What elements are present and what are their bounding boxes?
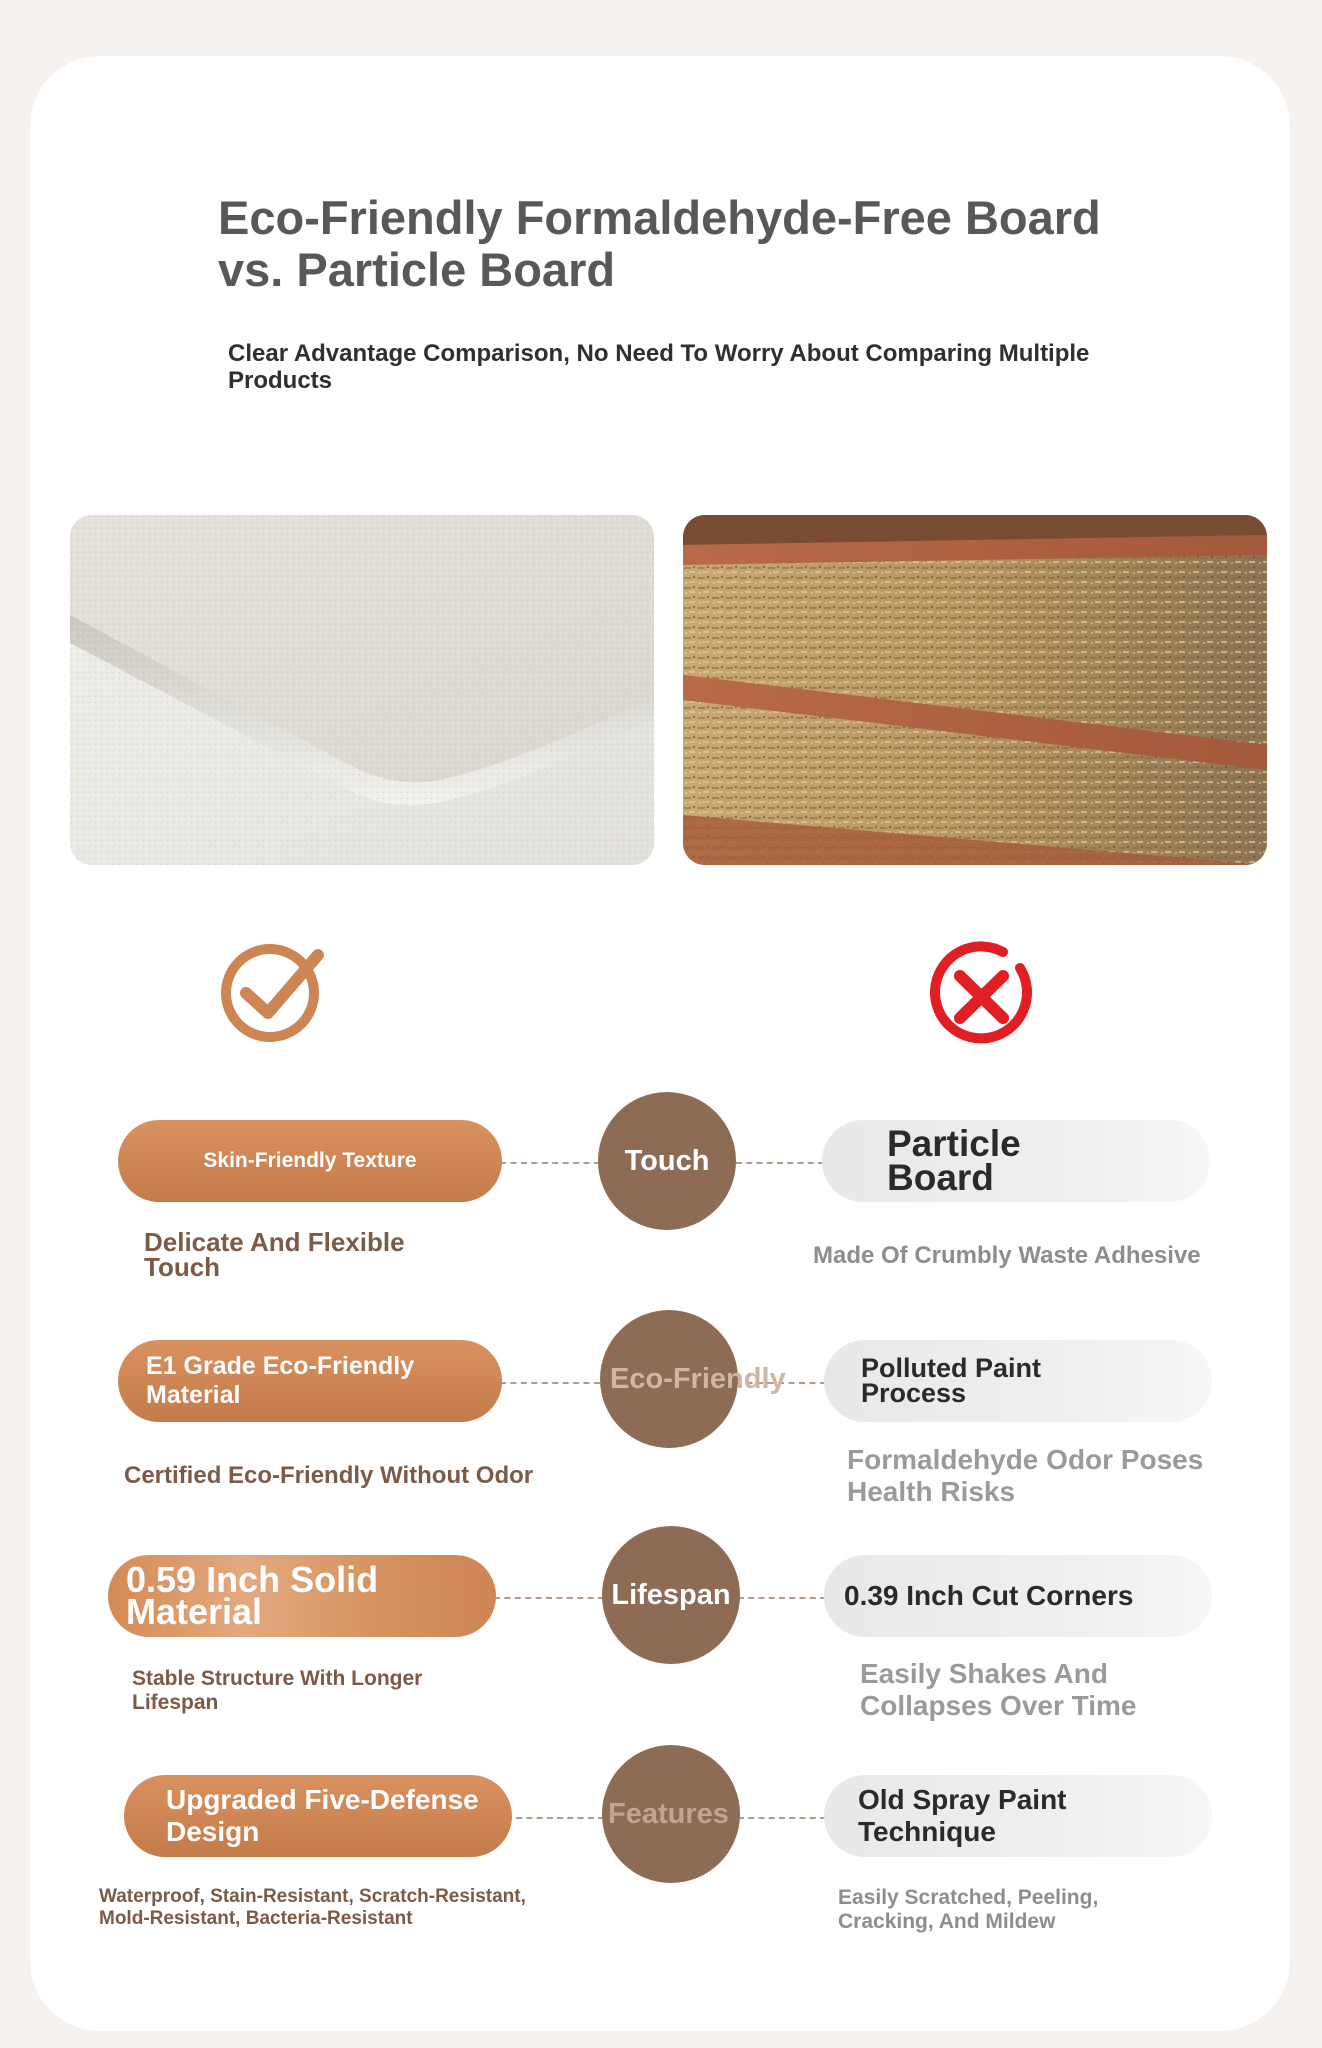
cross-icon	[925, 938, 1035, 1048]
good-feature-pill	[108, 1555, 496, 1637]
connector-line	[494, 1597, 604, 1599]
bad-feature-label: Polluted Paint Process	[861, 1353, 1042, 1408]
good-feature-label: Skin-Friendly Texture	[203, 1149, 417, 1172]
good-feature-label: 0.59 Inch Solid Material	[126, 1559, 379, 1632]
category-circle-touch	[598, 1092, 736, 1230]
good-feature-description: Stable Structure With Longer Lifespan	[132, 1667, 423, 1714]
good-feature-pill	[118, 1340, 502, 1422]
connector-line	[500, 1382, 600, 1384]
good-feature-description: Certified Eco-Friendly Without Odor	[124, 1462, 534, 1489]
connector-line	[500, 1162, 600, 1164]
good-feature-label: E1 Grade Eco-Friendly Material	[146, 1352, 415, 1409]
category-circle-features	[602, 1745, 740, 1883]
bad-feature-pill	[822, 1120, 1210, 1202]
connector-line	[736, 1162, 824, 1164]
connector-line	[738, 1597, 826, 1599]
good-feature-description: Delicate And Flexible Touch	[144, 1227, 405, 1282]
category-label: Eco-Friendly	[610, 1362, 786, 1395]
bad-feature-description: Easily Scratched, Peeling, Cracking, And Mildew	[838, 1886, 1099, 1933]
bad-feature-label: 0.39 Inch Cut Corners	[844, 1580, 1134, 1611]
eco-board-photo	[70, 515, 654, 865]
connector-line	[738, 1817, 826, 1819]
page-subtitle: Clear Advantage Comparison, No Need To Worry About Comparing Multiple Products	[228, 340, 1090, 394]
category-label: Touch	[624, 1144, 710, 1177]
bad-feature-pill	[824, 1340, 1212, 1422]
check-icon	[218, 935, 328, 1045]
category-circle-eco-friendly	[600, 1310, 786, 1448]
good-feature-pill	[124, 1775, 512, 1857]
connector-line	[506, 1817, 604, 1819]
bad-feature-label: Particle Board	[887, 1123, 1021, 1198]
bad-feature-label: Old Spray Paint Technique	[858, 1784, 1067, 1847]
good-feature-description: Waterproof, Stain-Resistant, Scratch-Resistant, Mold-Resistant, Bacteria-Resistant	[99, 1886, 526, 1929]
bad-feature-pill	[824, 1775, 1212, 1857]
page-title: Eco-Friendly Formaldehyde-Free Board vs. Particle Board	[218, 191, 1101, 296]
good-feature-label: Upgraded Five-Defense Design	[166, 1784, 479, 1847]
category-label: Features	[608, 1797, 729, 1830]
bad-feature-pill	[824, 1555, 1212, 1637]
particle-board-photo	[683, 515, 1267, 865]
bad-feature-description: Formaldehyde Odor Poses Health Risks	[847, 1444, 1204, 1507]
good-feature-pill	[118, 1120, 502, 1202]
bad-feature-description: Easily Shakes And Collapses Over Time	[860, 1658, 1137, 1721]
category-label: Lifespan	[611, 1578, 731, 1611]
category-circle-lifespan	[602, 1526, 740, 1664]
bad-feature-description: Made Of Crumbly Waste Adhesive	[813, 1242, 1201, 1269]
